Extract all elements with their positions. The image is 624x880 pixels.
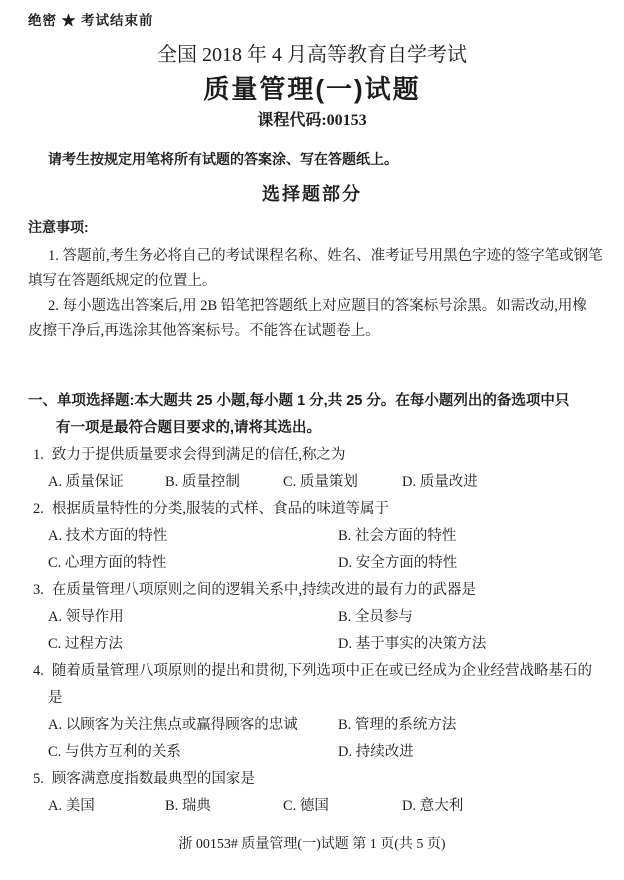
question-5 bbox=[28, 766, 596, 793]
answer-sheet-instruction: 请考生按规定用笔将所有试题的答案涂、写在答题纸上。 bbox=[48, 151, 398, 167]
option-d: D. 意大利 bbox=[402, 798, 464, 814]
option-a: A. 领导作用 bbox=[48, 609, 124, 625]
notes-title: 注意事项: bbox=[28, 219, 89, 235]
option-a: A. 美国 bbox=[48, 798, 95, 814]
option-b: B. 社会方面的特性 bbox=[338, 528, 457, 544]
option-b: B. 管理的系统方法 bbox=[338, 717, 457, 733]
question-3-options-row-2 bbox=[28, 631, 596, 658]
option-a: A. 质量保证 bbox=[48, 474, 124, 490]
question-number: 1. bbox=[33, 447, 44, 463]
option-b: B. 全员参与 bbox=[338, 609, 413, 625]
option-c: C. 与供方互利的关系 bbox=[48, 744, 181, 760]
option-c: C. 德国 bbox=[283, 798, 329, 814]
question-text: 顾客满意度指数最典型的国家是 bbox=[51, 771, 255, 787]
multiple-choice-part-heading: 选择题部分 bbox=[262, 184, 362, 204]
question-number: 3. bbox=[33, 582, 44, 598]
note-line: 填写在答题纸规定的位置上。 bbox=[28, 273, 217, 289]
question-text: 随着质量管理八项原则的提出和贯彻,下列选项中正在或已经成为企业经营战略基石的 bbox=[51, 663, 592, 679]
option-d: D. 安全方面的特性 bbox=[338, 555, 458, 571]
question-text: 根据质量特性的分类,服装的式样、食品的味道等属于 bbox=[51, 501, 389, 517]
option-c: C. 心理方面的特性 bbox=[48, 555, 167, 571]
question-2-options-row-2 bbox=[28, 550, 596, 577]
question-1-options bbox=[28, 469, 596, 496]
section-heading-line: 一、单项选择题:本大题共 25 小题,每小题 1 分,共 25 分。在每小题列出的备选项中只 bbox=[28, 393, 570, 409]
question-5-options bbox=[28, 793, 596, 820]
question-3 bbox=[28, 577, 596, 604]
option-c: C. 质量策划 bbox=[283, 474, 358, 490]
option-d: D. 基于事实的决策方法 bbox=[338, 636, 487, 652]
classification-banner: 绝密 ★ 考试结束前 bbox=[28, 13, 154, 28]
page-footer: 浙 00153# 质量管理(一)试题 第 1 页(共 5 页) bbox=[178, 837, 446, 852]
note-line: 2. 每小题选出答案后,用 2B 铅笔把答题纸上对应题目的答案标号涂黑。如需改动,用橡 bbox=[48, 298, 587, 314]
single-choice-section bbox=[28, 388, 596, 820]
question-4 bbox=[28, 658, 596, 685]
exam-title: 全国 2018 年 4 月高等教育自学考试 bbox=[157, 44, 467, 66]
option-b: B. 质量控制 bbox=[165, 474, 240, 490]
question-2 bbox=[28, 496, 596, 523]
note-line: 1. 答题前,考生务必将自己的考试课程名称、姓名、准考证号用黑色字迹的签字笔或钢笔 bbox=[48, 248, 603, 264]
question-number: 5. bbox=[33, 771, 44, 787]
option-d: D. 持续改进 bbox=[338, 744, 414, 760]
option-d: D. 质量改进 bbox=[402, 474, 478, 490]
question-2-options-row-1 bbox=[28, 523, 596, 550]
question-3-options-row-1 bbox=[28, 604, 596, 631]
question-1 bbox=[28, 442, 596, 469]
paper-title: 质量管理(一)试题 bbox=[203, 74, 421, 104]
question-4-continuation: 是 bbox=[48, 690, 63, 706]
question-number: 2. bbox=[33, 501, 44, 517]
option-a: A. 技术方面的特性 bbox=[48, 528, 168, 544]
option-a: A. 以顾客为关注焦点或赢得顾客的忠诚 bbox=[48, 717, 298, 733]
question-number: 4. bbox=[33, 663, 44, 679]
question-4-options-row-1 bbox=[28, 712, 596, 739]
course-code: 课程代码:00153 bbox=[257, 112, 367, 129]
note-line: 皮擦干净后,再选涂其他答案标号。不能答在试题卷上。 bbox=[28, 323, 380, 339]
question-text: 在质量管理八项原则之间的逻辑关系中,持续改进的最有力的武器是 bbox=[51, 582, 476, 598]
option-b: B. 瑞典 bbox=[165, 798, 211, 814]
question-text: 致力于提供质量要求会得到满足的信任,称之为 bbox=[51, 447, 346, 463]
section-heading-line: 有一项是最符合题目要求的,请将其选出。 bbox=[56, 420, 322, 436]
option-c: C. 过程方法 bbox=[48, 636, 123, 652]
question-4-options-row-2 bbox=[28, 739, 596, 766]
